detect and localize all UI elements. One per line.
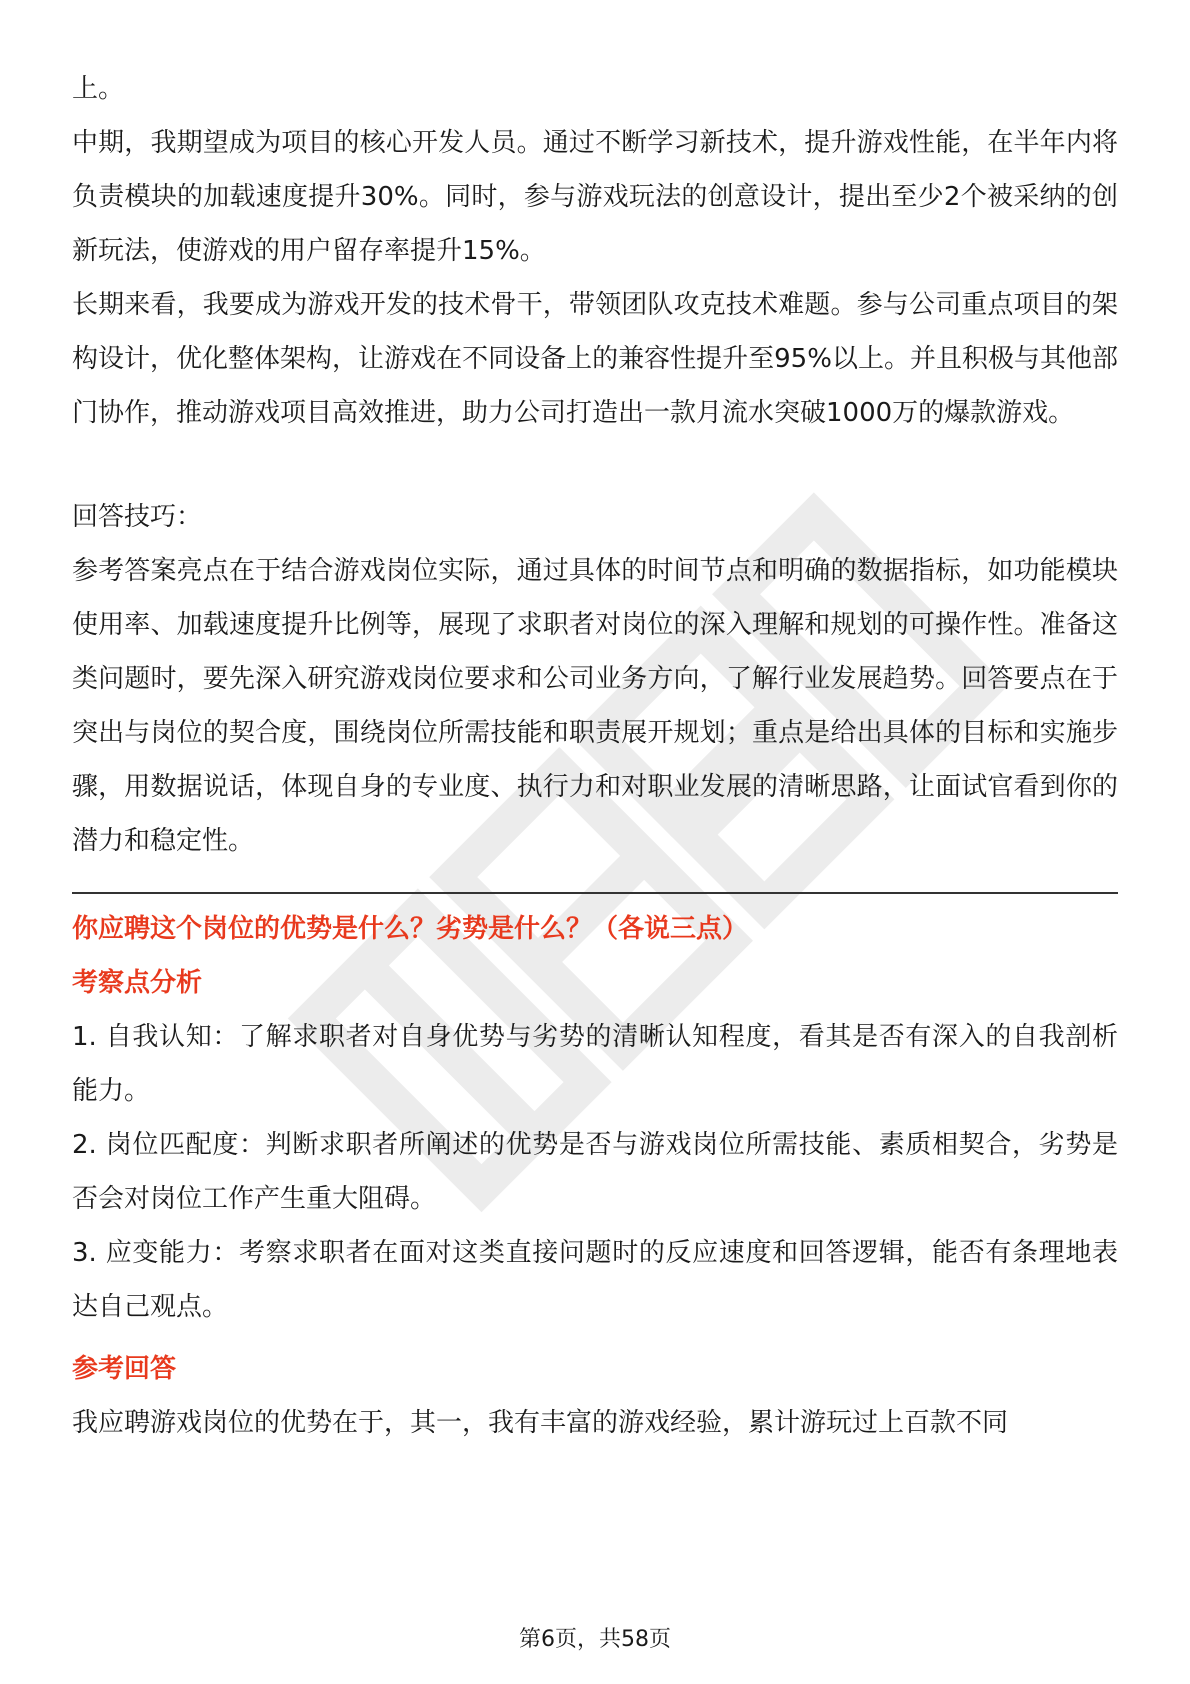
content-area [72,62,1118,1450]
answer-text: 我应聘游戏岗位的优势在于，其一，我有丰富的游戏经验，累计游玩过上百款不同 [72,1408,1009,1438]
analysis-point-2: 2. 岗位匹配度：判断求职者所阐述的优势是否与游戏岗位所需技能、素质相契合，劣势是否会对岗位工作产生重大阻碍。 [72,1130,1118,1214]
page-number: 第6页，共58页 [519,1627,671,1652]
answer-heading: 参考回答 [72,1354,177,1384]
analysis-point-3: 3. 应变能力：考察求职者在面对这类直接问题时的反应速度和回答逻辑，能否有条理地表达自己观点。 [72,1238,1118,1322]
section-divider [72,892,1118,894]
paragraph-continuation: 上。 [72,74,125,104]
analysis-point-1: 1. 自我认知：了解求职者对自身优势与劣势的清晰认知程度，看其是否有深入的自我剖析能力。 [72,1022,1118,1106]
spacer [72,440,1118,490]
paragraph-mid-term: 中期，我期望成为项目的核心开发人员。通过不断学习新技术，提升游戏性能，在半年内将负责模块的加载速度提升30%。同时，参与游戏玩法的创意设计，提出至少2个被采纳的创新玩法，使游戏的用户留存率提升15%。 [72,128,1118,266]
analysis-heading: 考察点分析 [72,968,203,998]
tips-label: 回答技巧： [72,502,203,532]
question-title: 你应聘这个岗位的优势是什么？劣势是什么？（各说三点） [72,914,749,944]
paragraph-long-term: 长期来看，我要成为游戏开发的技术骨干，带领团队攻克技术难题。参与公司重点项目的架构设计，优化整体架构，让游戏在不同设备上的兼容性提升至95%以上。并且积极与其他部门协作，推动游戏项目高效推进，助力公司打造出一款月流水突破1000万的爆款游戏。 [72,290,1118,428]
tips-text: 参考答案亮点在于结合游戏岗位实际，通过具体的时间节点和明确的数据指标，如功能模块使用率、加载速度提升比例等，展现了求职者对岗位的深入理解和规划的可操作性。准备这类问题时，要先深入研究游戏岗位要求和公司业务方向，了解行业发展趋势。回答要点在于突出与岗位的契合度，围绕岗位所需技能和职责展开规划；重点是给出具体的目标和实施步骤，用数据说话，体现自身的专业度、执行力和对职业发展的清晰思路，让面试官看到你的潜力和稳定性。 [72,556,1118,856]
